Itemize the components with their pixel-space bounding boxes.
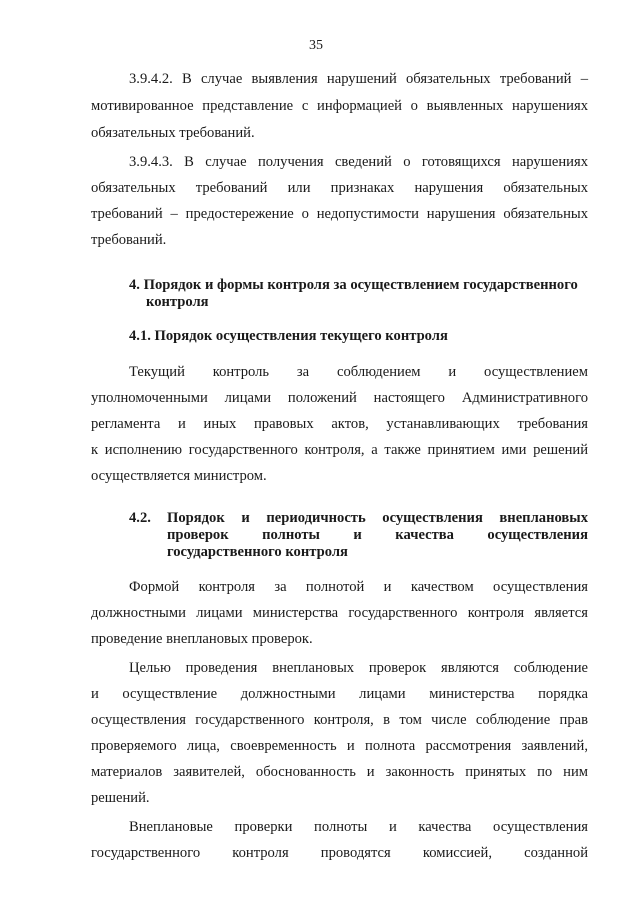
text-line: осуществляется министром.	[91, 468, 267, 484]
page-number: 35	[309, 38, 323, 53]
text-line: проведение внеплановых проверок.	[91, 631, 313, 647]
subsection-heading: проверок полноты и качества осуществления	[167, 527, 588, 543]
text-line: и осуществление должностными лицами министерства порядка	[91, 686, 588, 702]
text-line: Внеплановые проверки полноты и качества осуществления	[129, 819, 588, 835]
text-line: решений.	[91, 790, 150, 806]
text-line: уполномоченными лицами положений настоящего Административного	[91, 390, 588, 406]
text-line: Текущий контроль за соблюдением и осуществлением	[129, 364, 588, 380]
text-line: к исполнению государственного контроля, а также принятием ими решений	[91, 442, 588, 458]
text-line: регламента и иных правовых актов, устанавливающих требования	[91, 416, 588, 432]
text-line: проверяемого лица, своевременность и полнота рассмотрения заявлений,	[91, 738, 588, 754]
text-line: обязательных требований.	[91, 125, 255, 141]
text-line: 3.9.4.3. В случае получения сведений о готовящихся нарушениях	[129, 154, 588, 170]
text-line: должностными лицами министерства государственного контроля является	[91, 605, 588, 621]
subsection-heading: государственного контроля	[167, 544, 348, 560]
section-heading: контроля	[146, 294, 209, 310]
text-line: мотивированное представление с информацией о выявленных нарушениях	[91, 98, 588, 114]
text-line: Формой контроля за полнотой и качеством осуществления	[129, 579, 588, 595]
text-line: обязательных требований или признаках нарушения обязательных	[91, 180, 588, 196]
text-line: Целью проведения внеплановых проверок являются соблюдение	[129, 660, 588, 676]
text-line: материалов заявителей, обоснованность и законность принятых по ним	[91, 764, 588, 780]
text-line: 3.9.4.2. В случае выявления нарушений обязательных требований –	[129, 71, 588, 87]
subsection-number: 4.2.	[129, 510, 151, 526]
text-line: требований.	[91, 232, 167, 248]
text-line: требований – предостережение о недопустимости нарушения обязательных	[91, 206, 588, 222]
text-line: осуществления государственного контроля, в том числе соблюдение прав	[91, 712, 588, 728]
section-heading: 4. Порядок и формы контроля за осуществлением государственного	[129, 277, 578, 293]
subsection-heading: 4.1. Порядок осуществления текущего контроля	[129, 328, 448, 344]
text-line: государственного контроля проводятся комиссией, созданной	[91, 845, 588, 861]
subsection-heading: Порядок и периодичность осуществления внеплановых	[167, 510, 588, 526]
